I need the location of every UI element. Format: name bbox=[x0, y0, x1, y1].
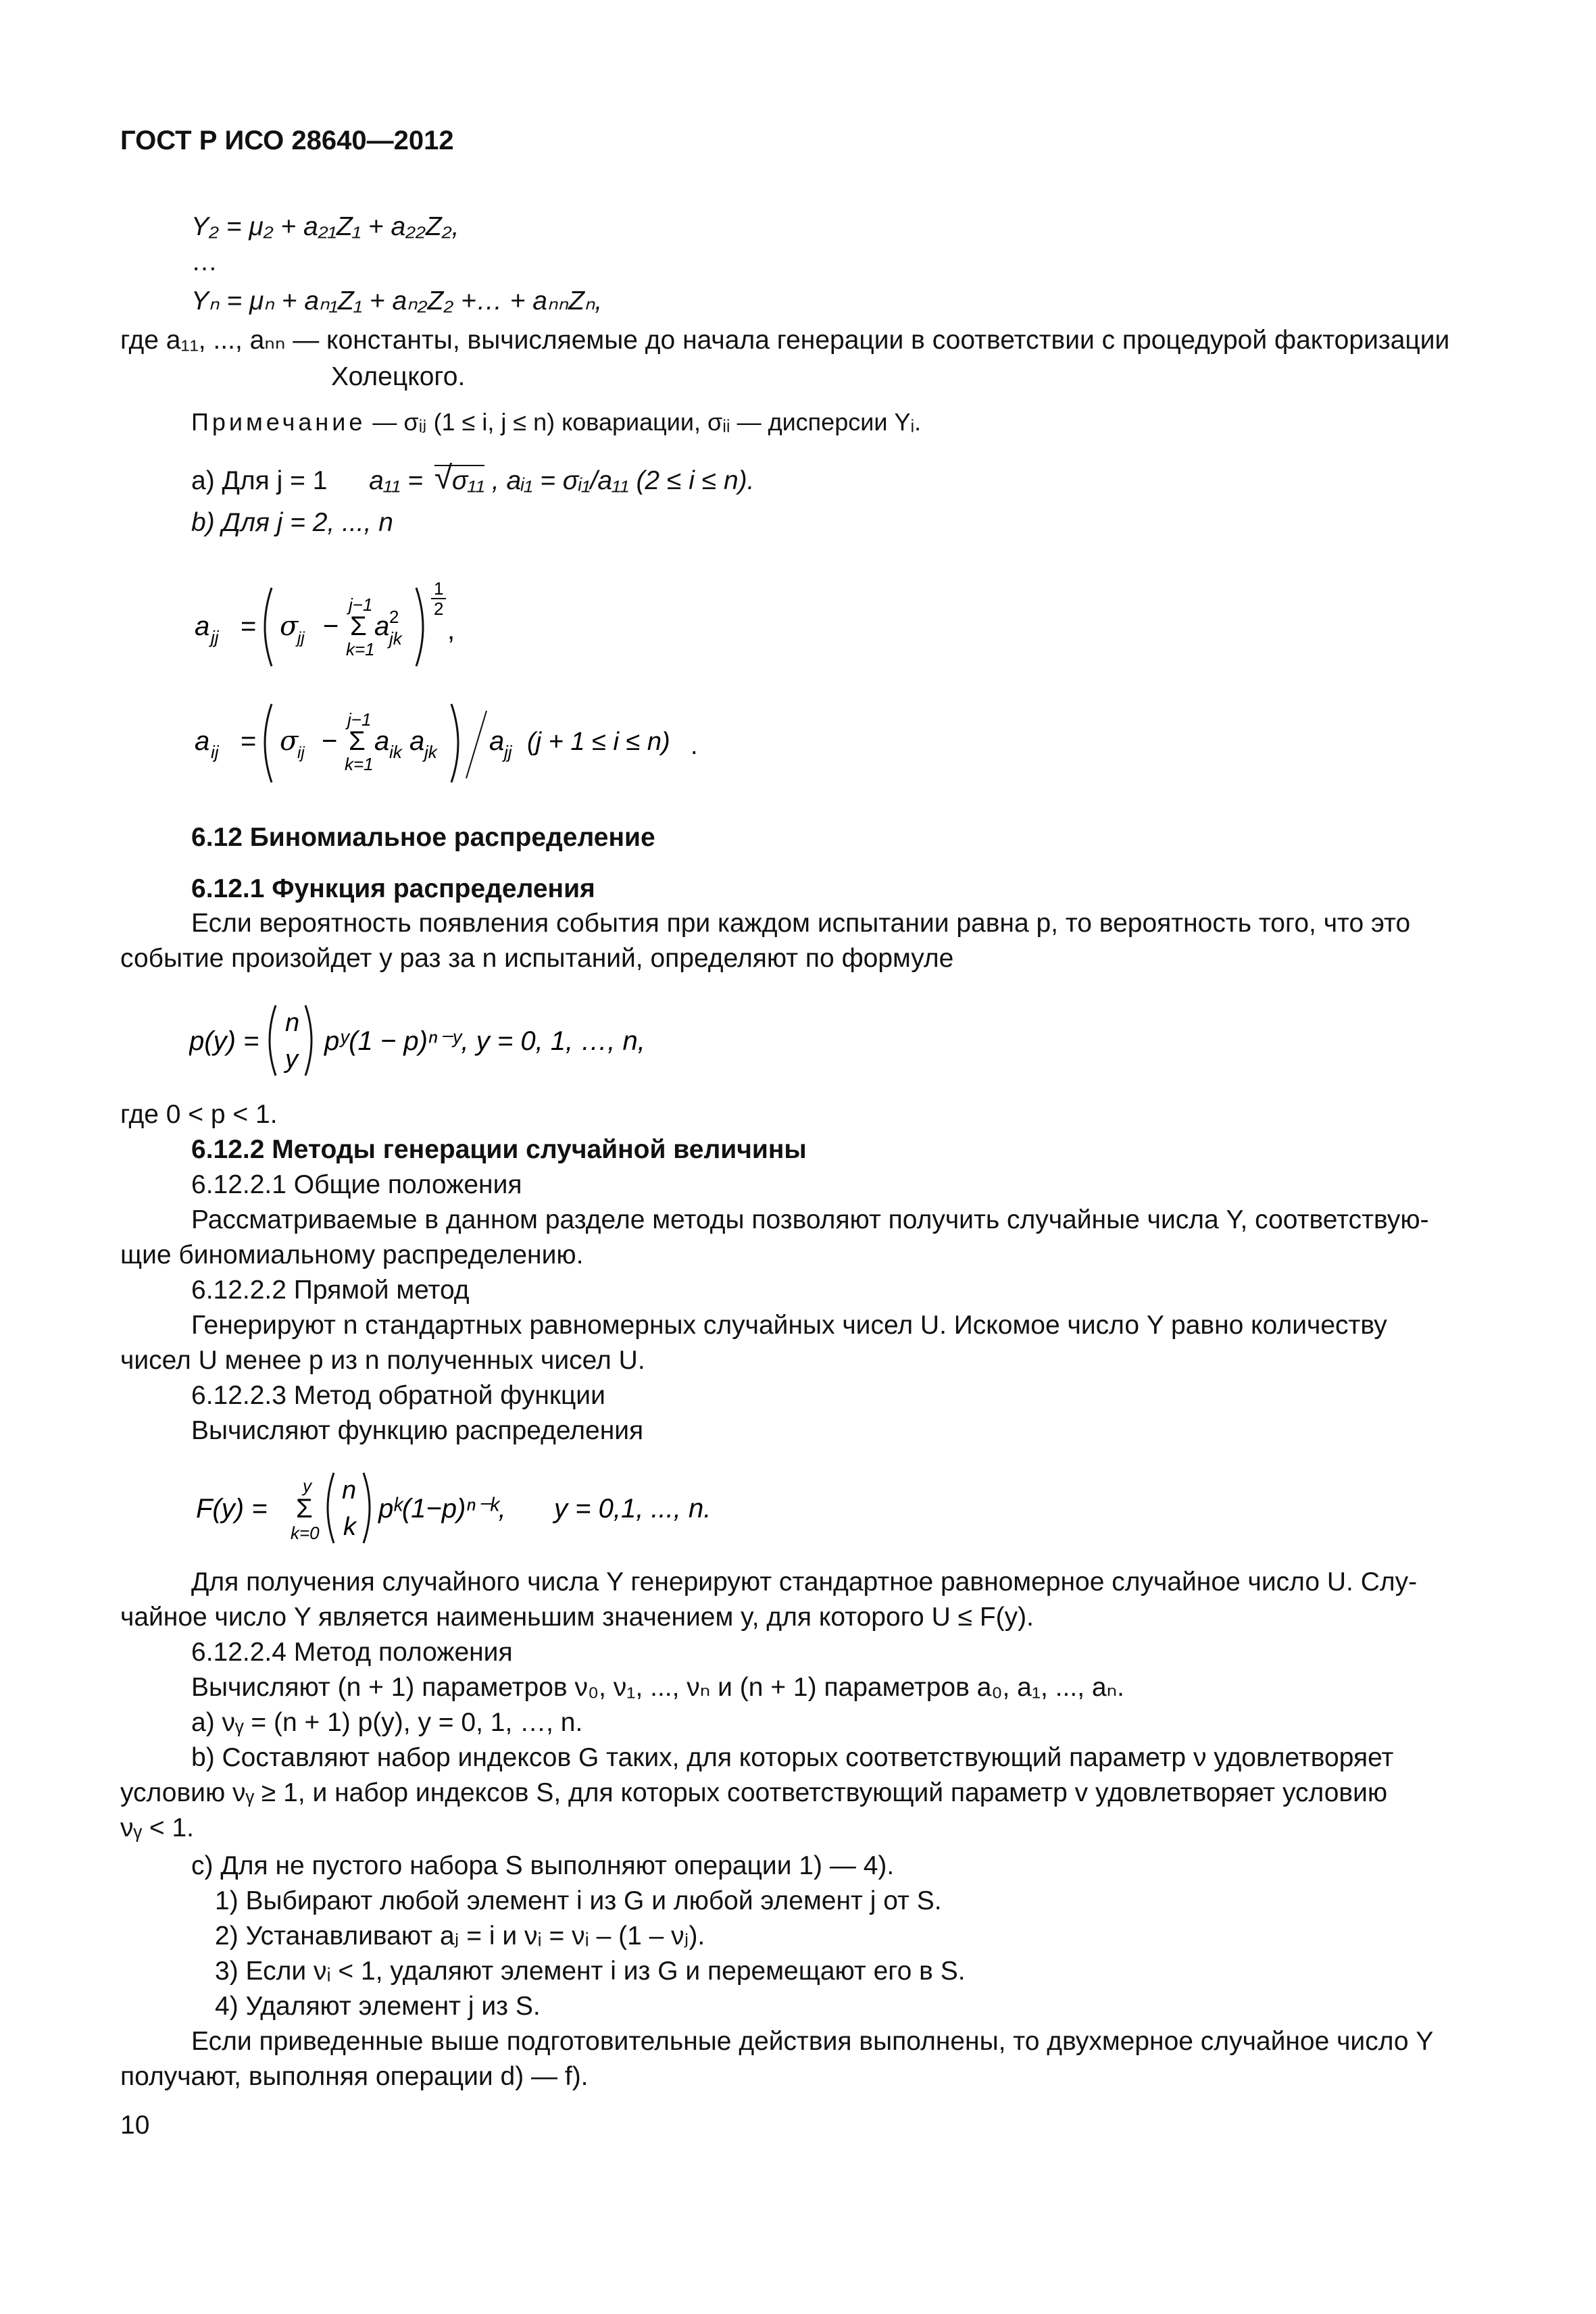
formula-ajj-sigma: σ bbox=[280, 611, 299, 642]
section-6-12-2-4-step-3: 3) Если νᵢ < 1, удаляют элемент i из G и перемещают его в S. bbox=[215, 1957, 966, 1986]
summation-icon: Σ bbox=[296, 1494, 313, 1524]
formula-ajj-term-sub: jk bbox=[389, 628, 402, 649]
section-6-12-title: 6.12 Биномиальное распределение bbox=[191, 823, 655, 852]
section-6-12-2-1-title: 6.12.2.1 Общие положения bbox=[191, 1170, 522, 1199]
section-6-12-2-4-step-1: 1) Выбирают любой элемент i из G и любой элемент j от S. bbox=[215, 1886, 942, 1915]
section-6-12-2-4-para2-line1: Если приведенные выше подготовительные действия выполнены, то двухмерное случайное число Y bbox=[191, 2027, 1434, 2056]
step-b bbox=[191, 505, 393, 540]
formula-ajj-equals: = bbox=[241, 611, 257, 641]
formula-aij-upper: j−1 bbox=[347, 709, 372, 730]
section-6-12-2-4-item-b-line2: условию νᵧ ≥ 1, и набор индексов S, для которых соответствующий параметр v удовлетворяет условию bbox=[120, 1778, 1388, 1807]
sqrt-sign bbox=[434, 460, 484, 496]
formula-ajj-minus: − bbox=[323, 611, 339, 641]
radical-icon: √ bbox=[434, 460, 453, 496]
formula-aij-tail: . bbox=[691, 732, 698, 760]
where-constants-line1: где a₁₁, ..., aₙₙ — константы, вычисляемые до начала генерации в соответствии с процедурой факторизации bbox=[120, 326, 1450, 355]
summation-icon: Σ bbox=[350, 611, 367, 641]
section-6-12-2-4-step-2: 2) Устанавливают aⱼ = i и νᵢ = νᵢ – (1 – νⱼ). bbox=[215, 1921, 705, 1951]
note-text: — σᵢⱼ (1 ≤ i, j ≤ n) ковариации, σᵢᵢ — дисперсии Yᵢ. bbox=[372, 408, 922, 436]
formula-ajj-tail: , bbox=[447, 615, 455, 645]
formula-aij-lower: k=1 bbox=[345, 754, 374, 774]
formula-aij-term2: a bbox=[409, 726, 425, 756]
section-6-12-2-4-para2-line2: получают, выполняя операции d) — f). bbox=[120, 2062, 589, 2091]
formula-ajj-exp-num: 1 bbox=[434, 578, 444, 599]
formula-aij-div: a bbox=[489, 726, 505, 756]
step-a-a11: a₁₁ = bbox=[369, 466, 430, 495]
note-label: Примечание bbox=[191, 408, 366, 436]
formula-cdf-lhs: F(y) = bbox=[196, 1494, 268, 1524]
formula-aij bbox=[189, 684, 716, 792]
formula-aij-lhs-sub: ij bbox=[211, 742, 219, 762]
section-6-12-2-3-para2-line1: Для получения случайного числа Y генерируют стандартное равномерное случайное число U. Слу- bbox=[191, 1567, 1418, 1596]
formula-ajj-lower: k=1 bbox=[346, 639, 375, 659]
section-6-12-2-2-para-line2: чисел U менее p из n полученных чисел U. bbox=[120, 1346, 645, 1375]
formula-binomial-pmf bbox=[189, 993, 703, 1088]
formula-ajj-exp-den: 2 bbox=[434, 599, 444, 619]
formula-cdf-upper: y bbox=[303, 1476, 311, 1496]
equation-y2: Y₂ = μ₂ + a₂₁Z₁ + a₂₂Z₂, bbox=[191, 212, 459, 241]
section-6-12-2-4-item-a: a) νᵧ = (n + 1) p(y), y = 0, 1, …, n. bbox=[191, 1708, 583, 1737]
section-6-12-1-para-line2: событие произойдет y раз за n испытаний, определяют по формуле bbox=[120, 944, 954, 973]
formula-aij-term2-sub: jk bbox=[424, 742, 437, 762]
section-6-12-2-3-para-line1: Вычисляют функцию распределения bbox=[191, 1416, 644, 1445]
section-6-12-2-3-para2-line2: чайное число Y является наименьшим значением y, для которого U ≤ F(y). bbox=[120, 1603, 1034, 1632]
equation-yn: Yₙ = μₙ + aₙ₁Z₁ + aₙ₂Z₂ +… + aₙₙZₙ, bbox=[191, 286, 603, 316]
section-6-12-2-2-para-line1: Генерируют n стандартных равномерных случайных чисел U. Искомое число Y равно количеству bbox=[191, 1311, 1387, 1340]
step-a-label: a) Для j = 1 bbox=[191, 466, 328, 495]
step-b-label: b) Для j = 2, ..., n bbox=[191, 508, 393, 537]
section-6-12-1-para-line1: Если вероятность появления события при каждом испытании равна p, то вероятность того, что это bbox=[191, 909, 1411, 938]
formula-aij-sigma-sub: ij bbox=[297, 744, 305, 762]
section-6-12-2-title: 6.12.2 Методы генерации случайной величины bbox=[191, 1135, 807, 1164]
formula-aij-div-sub: jj bbox=[504, 742, 512, 762]
section-6-12-2-2-title: 6.12.2.2 Прямой метод bbox=[191, 1276, 470, 1305]
right-paren-icon bbox=[305, 1005, 311, 1076]
formula-cdf-range: y = 0,1, ..., n. bbox=[554, 1494, 712, 1524]
right-paren-icon bbox=[416, 588, 423, 666]
section-6-12-2-4-para-line1: Вычисляют (n + 1) параметров ν₀, ν₁, ..., νₙ и (n + 1) параметров a₀, a₁, ..., aₙ. bbox=[191, 1673, 1124, 1702]
where-constants-line2: Холецкого. bbox=[331, 362, 466, 391]
formula-aij-cond: (j + 1 ≤ i ≤ n) bbox=[527, 728, 670, 756]
section-6-12-2-3-title: 6.12.2.3 Метод обратной функции bbox=[191, 1381, 605, 1410]
formula-aij-term1-sub: ik bbox=[389, 742, 402, 762]
section-6-12-2-4-step-4: 4) Удаляют элемент j из S. bbox=[215, 1992, 541, 2021]
section-6-12-2-4-title: 6.12.2.4 Метод положения bbox=[191, 1638, 513, 1667]
division-slash-icon bbox=[466, 711, 487, 778]
right-paren-icon bbox=[451, 704, 458, 782]
formula-pmf-rhs: pʸ(1 − p)ⁿ⁻ʸ, y = 0, 1, …, n, bbox=[324, 1026, 645, 1056]
page-number: 10 bbox=[120, 2111, 150, 2140]
section-6-12-2-4-item-b-line3: νᵧ < 1. bbox=[120, 1813, 195, 1842]
left-paren-icon bbox=[265, 704, 272, 782]
step-a-rest: , aᵢ₁ = σᵢ₁/a₁₁ (2 ≤ i ≤ n). bbox=[491, 466, 755, 495]
section-6-12-2-1-para-line2: щие биномиальному распределению. bbox=[120, 1240, 584, 1269]
formula-pmf-lhs: p(y) = bbox=[189, 1026, 259, 1056]
formula-cdf-top: n bbox=[342, 1476, 357, 1505]
equation-dots: … bbox=[191, 247, 218, 276]
formula-aij-lhs: a bbox=[195, 726, 210, 756]
step-a bbox=[191, 460, 755, 499]
formula-aij-equals: = bbox=[241, 726, 257, 756]
section-6-12-2-1-para-line1: Рассматриваемые в данном разделе методы позволяют получить случайные числа Y, соответствую- bbox=[191, 1205, 1429, 1234]
formula-cdf-bottom: k bbox=[343, 1513, 356, 1541]
section-6-12-1-title: 6.12.1 Функция распределения bbox=[191, 874, 595, 903]
document-header: ГОСТ Р ИСО 28640—2012 bbox=[120, 126, 454, 155]
left-paren-icon bbox=[265, 588, 272, 666]
section-6-12-2-4-item-b-line1: b) Составляют набор индексов G таких, для которых соответствующий параметр ν удовлетворяет bbox=[191, 1743, 1394, 1772]
formula-cdf-lower: k=0 bbox=[291, 1523, 320, 1543]
left-paren-icon bbox=[328, 1473, 334, 1543]
formula-ajj-sigma-sub: jj bbox=[297, 629, 305, 647]
formula-ajj bbox=[189, 561, 541, 676]
formula-aij-minus: − bbox=[322, 726, 338, 756]
right-paren-icon bbox=[364, 1473, 370, 1543]
formula-ajj-lhs: a bbox=[195, 611, 210, 641]
formula-binomial-cdf bbox=[189, 1459, 797, 1561]
where-p-range: где 0 < p < 1. bbox=[120, 1100, 278, 1129]
formula-aij-sigma: σ bbox=[280, 726, 299, 757]
section-6-12-2-4-item-c: c) Для не пустого набора S выполняют операции 1) — 4). bbox=[191, 1851, 895, 1880]
formula-ajj-term: a bbox=[374, 611, 390, 641]
formula-cdf-rhs: pᵏ(1−p)ⁿ⁻ᵏ, bbox=[378, 1494, 506, 1524]
summation-icon: Σ bbox=[349, 726, 366, 756]
formula-aij-term1: a bbox=[374, 726, 390, 756]
formula-ajj-term-sup: 2 bbox=[389, 607, 399, 627]
sqrt-argument: σ₁₁ bbox=[451, 466, 484, 495]
formula-pmf-top: n bbox=[285, 1009, 300, 1037]
note bbox=[191, 408, 921, 436]
left-paren-icon bbox=[270, 1005, 276, 1076]
formula-pmf-bottom: y bbox=[285, 1045, 298, 1074]
formula-ajj-lhs-sub: jj bbox=[211, 627, 219, 647]
formula-ajj-upper: j−1 bbox=[349, 595, 373, 615]
